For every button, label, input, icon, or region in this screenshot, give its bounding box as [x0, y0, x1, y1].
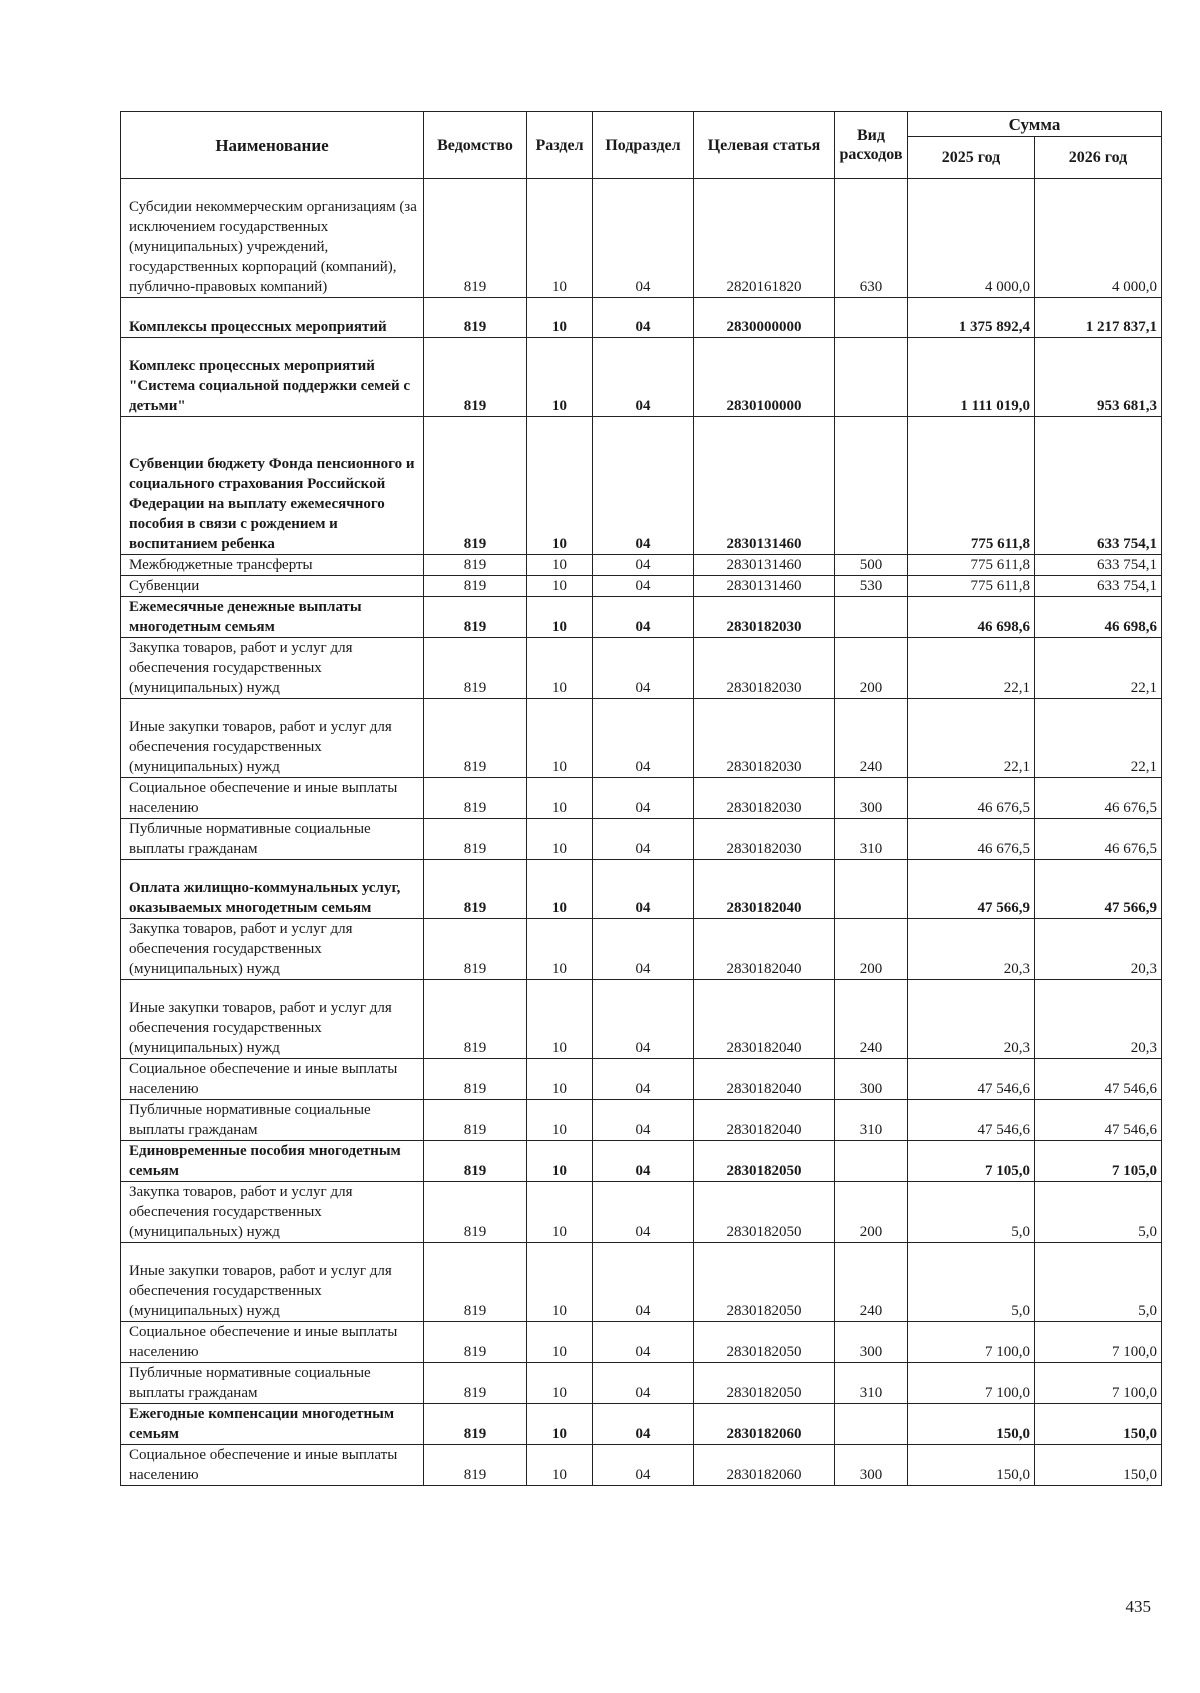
row-subsection: 04 [593, 417, 694, 555]
row-expense-type: 300 [835, 778, 908, 819]
table-row [121, 576, 1162, 597]
row-subsection: 04 [593, 1322, 694, 1363]
row-section: 10 [527, 1100, 593, 1141]
row-amount-2025: 775 611,8 [908, 555, 1035, 576]
table-row [121, 778, 1162, 819]
row-expense-type: 310 [835, 819, 908, 860]
row-expense-type [835, 338, 908, 417]
row-amount-2025: 46 698,6 [908, 597, 1035, 638]
row-amount-2025: 47 566,9 [908, 860, 1035, 919]
row-amount-2025: 46 676,5 [908, 778, 1035, 819]
row-section: 10 [527, 576, 593, 597]
table-row [121, 1059, 1162, 1100]
row-target: 2830182050 [694, 1363, 835, 1404]
row-amount-2025: 20,3 [908, 980, 1035, 1059]
row-department: 819 [424, 1059, 527, 1100]
row-target: 2830131460 [694, 555, 835, 576]
row-department: 819 [424, 1404, 527, 1445]
row-section: 10 [527, 1404, 593, 1445]
row-subsection: 04 [593, 576, 694, 597]
row-expense-type: 200 [835, 919, 908, 980]
row-amount-2025: 20,3 [908, 919, 1035, 980]
row-name: Комплексы процессных мероприятий [121, 298, 424, 338]
row-amount-2025: 5,0 [908, 1243, 1035, 1322]
row-amount-2026: 46 676,5 [1035, 778, 1162, 819]
row-name: Оплата жилищно-коммунальных услуг, оказываемых многодетным семьям [121, 860, 424, 919]
table-row [121, 179, 1162, 298]
row-amount-2025: 5,0 [908, 1182, 1035, 1243]
table-row [121, 417, 1162, 555]
row-amount-2025: 7 100,0 [908, 1363, 1035, 1404]
row-expense-type: 530 [835, 576, 908, 597]
row-amount-2026: 7 100,0 [1035, 1322, 1162, 1363]
row-amount-2026: 1 217 837,1 [1035, 298, 1162, 338]
row-department: 819 [424, 417, 527, 555]
row-subsection: 04 [593, 778, 694, 819]
row-target: 2830131460 [694, 576, 835, 597]
row-expense-type: 300 [835, 1445, 908, 1486]
row-department: 819 [424, 638, 527, 699]
row-amount-2025: 775 611,8 [908, 576, 1035, 597]
row-section: 10 [527, 1243, 593, 1322]
row-department: 819 [424, 298, 527, 338]
row-section: 10 [527, 338, 593, 417]
row-department: 819 [424, 179, 527, 298]
table-row [121, 980, 1162, 1059]
row-amount-2026: 633 754,1 [1035, 576, 1162, 597]
row-subsection: 04 [593, 638, 694, 699]
row-section: 10 [527, 1141, 593, 1182]
row-subsection: 04 [593, 819, 694, 860]
row-subsection: 04 [593, 699, 694, 778]
row-amount-2026: 4 000,0 [1035, 179, 1162, 298]
row-subsection: 04 [593, 1445, 694, 1486]
table-row [121, 1141, 1162, 1182]
row-department: 819 [424, 1100, 527, 1141]
table-row [121, 597, 1162, 638]
header-year-2026: 2026 год [1035, 137, 1162, 179]
table-row [121, 1182, 1162, 1243]
row-amount-2026: 46 676,5 [1035, 819, 1162, 860]
row-amount-2025: 47 546,6 [908, 1100, 1035, 1141]
row-subsection: 04 [593, 1243, 694, 1322]
row-expense-type: 200 [835, 638, 908, 699]
row-name: Публичные нормативные социальные выплаты гражданам [121, 819, 424, 860]
table-row [121, 1322, 1162, 1363]
row-department: 819 [424, 338, 527, 417]
row-amount-2025: 7 100,0 [908, 1322, 1035, 1363]
table-header [121, 112, 1162, 179]
header-sum: Сумма [908, 112, 1162, 137]
row-amount-2026: 22,1 [1035, 638, 1162, 699]
row-amount-2026: 150,0 [1035, 1445, 1162, 1486]
row-target: 2830182030 [694, 597, 835, 638]
row-name: Ежемесячные денежные выплаты многодетным семьям [121, 597, 424, 638]
row-target: 2830182040 [694, 860, 835, 919]
row-target: 2820161820 [694, 179, 835, 298]
row-target: 2830000000 [694, 298, 835, 338]
row-department: 819 [424, 1141, 527, 1182]
table-row [121, 1404, 1162, 1445]
row-expense-type: 300 [835, 1322, 908, 1363]
row-department: 819 [424, 980, 527, 1059]
row-target: 2830182050 [694, 1322, 835, 1363]
row-department: 819 [424, 1182, 527, 1243]
row-department: 819 [424, 919, 527, 980]
row-amount-2026: 20,3 [1035, 919, 1162, 980]
row-amount-2025: 22,1 [908, 699, 1035, 778]
row-amount-2025: 1 375 892,4 [908, 298, 1035, 338]
header-department: Ведомство [424, 112, 527, 179]
header-year-2025: 2025 год [908, 137, 1035, 179]
row-section: 10 [527, 1322, 593, 1363]
row-expense-type: 240 [835, 1243, 908, 1322]
row-section: 10 [527, 778, 593, 819]
row-expense-type [835, 417, 908, 555]
row-department: 819 [424, 860, 527, 919]
row-department: 819 [424, 1363, 527, 1404]
row-target: 2830182040 [694, 1059, 835, 1100]
row-target: 2830182050 [694, 1243, 835, 1322]
row-name: Комплекс процессных мероприятий "Система социальной поддержки семей с детьми" [121, 338, 424, 417]
row-department: 819 [424, 1243, 527, 1322]
table-row [121, 1445, 1162, 1486]
table-body [121, 179, 1162, 1486]
row-amount-2025: 150,0 [908, 1445, 1035, 1486]
row-section: 10 [527, 860, 593, 919]
row-section: 10 [527, 1182, 593, 1243]
row-expense-type: 300 [835, 1059, 908, 1100]
row-target: 2830182030 [694, 778, 835, 819]
budget-table [120, 111, 1162, 1486]
row-section: 10 [527, 1363, 593, 1404]
table-row [121, 555, 1162, 576]
row-amount-2026: 7 100,0 [1035, 1363, 1162, 1404]
row-target: 2830182060 [694, 1404, 835, 1445]
row-expense-type: 200 [835, 1182, 908, 1243]
row-target: 2830182050 [694, 1141, 835, 1182]
row-name: Иные закупки товаров, работ и услуг для обеспечения государственных (муниципальных) нужд [121, 980, 424, 1059]
row-name: Субсидии некоммерческим организациям (за исключением государственных (муниципальных) учреждений, государственных корпораций (компаний), публично-правовых компаний) [121, 179, 424, 298]
table-row [121, 860, 1162, 919]
row-amount-2025: 4 000,0 [908, 179, 1035, 298]
row-section: 10 [527, 638, 593, 699]
row-target: 2830182030 [694, 819, 835, 860]
table-row [121, 1100, 1162, 1141]
table-row [121, 919, 1162, 980]
row-subsection: 04 [593, 860, 694, 919]
row-amount-2026: 20,3 [1035, 980, 1162, 1059]
row-department: 819 [424, 1322, 527, 1363]
table-row [121, 298, 1162, 338]
table-row [121, 1363, 1162, 1404]
row-expense-type: 310 [835, 1363, 908, 1404]
row-amount-2026: 5,0 [1035, 1243, 1162, 1322]
row-amount-2025: 1 111 019,0 [908, 338, 1035, 417]
row-department: 819 [424, 555, 527, 576]
row-department: 819 [424, 576, 527, 597]
row-expense-type: 630 [835, 179, 908, 298]
header-subsection: Подраздел [593, 112, 694, 179]
row-section: 10 [527, 417, 593, 555]
row-amount-2025: 7 105,0 [908, 1141, 1035, 1182]
row-subsection: 04 [593, 980, 694, 1059]
table-row [121, 638, 1162, 699]
row-section: 10 [527, 919, 593, 980]
row-amount-2026: 46 698,6 [1035, 597, 1162, 638]
row-section: 10 [527, 819, 593, 860]
row-department: 819 [424, 778, 527, 819]
row-name: Закупка товаров, работ и услуг для обеспечения государственных (муниципальных) нужд [121, 1182, 424, 1243]
row-amount-2026: 150,0 [1035, 1404, 1162, 1445]
header-section: Раздел [527, 112, 593, 179]
row-target: 2830100000 [694, 338, 835, 417]
row-target: 2830182050 [694, 1182, 835, 1243]
row-name: Иные закупки товаров, работ и услуг для обеспечения государственных (муниципальных) нужд [121, 699, 424, 778]
row-amount-2026: 7 105,0 [1035, 1141, 1162, 1182]
row-expense-type: 310 [835, 1100, 908, 1141]
row-section: 10 [527, 298, 593, 338]
row-section: 10 [527, 980, 593, 1059]
row-expense-type [835, 298, 908, 338]
row-department: 819 [424, 819, 527, 860]
row-target: 2830182040 [694, 919, 835, 980]
row-expense-type: 240 [835, 699, 908, 778]
page-number: 435 [1125, 1597, 1151, 1616]
row-amount-2026: 5,0 [1035, 1182, 1162, 1243]
row-amount-2025: 46 676,5 [908, 819, 1035, 860]
row-amount-2026: 953 681,3 [1035, 338, 1162, 417]
row-subsection: 04 [593, 919, 694, 980]
row-name: Межбюджетные трансферты [121, 555, 424, 576]
header-name: Наименование [121, 112, 424, 179]
table-row [121, 819, 1162, 860]
row-section: 10 [527, 699, 593, 778]
row-target: 2830182030 [694, 699, 835, 778]
row-amount-2026: 633 754,1 [1035, 417, 1162, 555]
row-department: 819 [424, 1445, 527, 1486]
row-expense-type [835, 1141, 908, 1182]
row-department: 819 [424, 597, 527, 638]
row-amount-2026: 22,1 [1035, 699, 1162, 778]
row-subsection: 04 [593, 298, 694, 338]
row-subsection: 04 [593, 338, 694, 417]
row-expense-type: 240 [835, 980, 908, 1059]
row-name: Единовременные пособия многодетным семьям [121, 1141, 424, 1182]
row-section: 10 [527, 1059, 593, 1100]
header-target: Целевая статья [694, 112, 835, 179]
row-section: 10 [527, 555, 593, 576]
row-subsection: 04 [593, 1100, 694, 1141]
row-target: 2830182030 [694, 638, 835, 699]
table-row [121, 338, 1162, 417]
row-department: 819 [424, 699, 527, 778]
row-expense-type: 500 [835, 555, 908, 576]
row-target: 2830182040 [694, 980, 835, 1059]
row-subsection: 04 [593, 1404, 694, 1445]
row-expense-type [835, 597, 908, 638]
row-subsection: 04 [593, 1141, 694, 1182]
row-amount-2025: 150,0 [908, 1404, 1035, 1445]
row-name: Иные закупки товаров, работ и услуг для обеспечения государственных (муниципальных) нужд [121, 1243, 424, 1322]
row-subsection: 04 [593, 597, 694, 638]
row-name: Ежегодные компенсации многодетным семьям [121, 1404, 424, 1445]
row-section: 10 [527, 597, 593, 638]
row-name: Социальное обеспечение и иные выплаты населению [121, 778, 424, 819]
row-amount-2026: 47 546,6 [1035, 1100, 1162, 1141]
row-name: Публичные нормативные социальные выплаты гражданам [121, 1363, 424, 1404]
row-name: Социальное обеспечение и иные выплаты населению [121, 1322, 424, 1363]
row-section: 10 [527, 179, 593, 298]
row-name: Закупка товаров, работ и услуг для обеспечения государственных (муниципальных) нужд [121, 919, 424, 980]
row-name: Социальное обеспечение и иные выплаты населению [121, 1059, 424, 1100]
row-amount-2025: 22,1 [908, 638, 1035, 699]
row-subsection: 04 [593, 555, 694, 576]
row-name: Субвенции [121, 576, 424, 597]
row-name: Публичные нормативные социальные выплаты гражданам [121, 1100, 424, 1141]
table-row [121, 699, 1162, 778]
header-expense-type: Вид расходов [835, 112, 908, 179]
row-section: 10 [527, 1445, 593, 1486]
row-name: Социальное обеспечение и иные выплаты населению [121, 1445, 424, 1486]
row-expense-type [835, 860, 908, 919]
row-target: 2830131460 [694, 417, 835, 555]
row-amount-2026: 47 566,9 [1035, 860, 1162, 919]
row-subsection: 04 [593, 179, 694, 298]
row-subsection: 04 [593, 1363, 694, 1404]
row-amount-2026: 47 546,6 [1035, 1059, 1162, 1100]
row-name: Субвенции бюджету Фонда пенсионного и социального страхования Российской Федерации на выплату ежемесячного пособия в связи с рождением и воспитанием ребенка [121, 417, 424, 555]
row-expense-type [835, 1404, 908, 1445]
row-subsection: 04 [593, 1182, 694, 1243]
row-amount-2025: 775 611,8 [908, 417, 1035, 555]
table-row [121, 1243, 1162, 1322]
row-name: Закупка товаров, работ и услуг для обеспечения государственных (муниципальных) нужд [121, 638, 424, 699]
row-amount-2025: 47 546,6 [908, 1059, 1035, 1100]
row-subsection: 04 [593, 1059, 694, 1100]
row-target: 2830182040 [694, 1100, 835, 1141]
row-amount-2026: 633 754,1 [1035, 555, 1162, 576]
row-target: 2830182060 [694, 1445, 835, 1486]
